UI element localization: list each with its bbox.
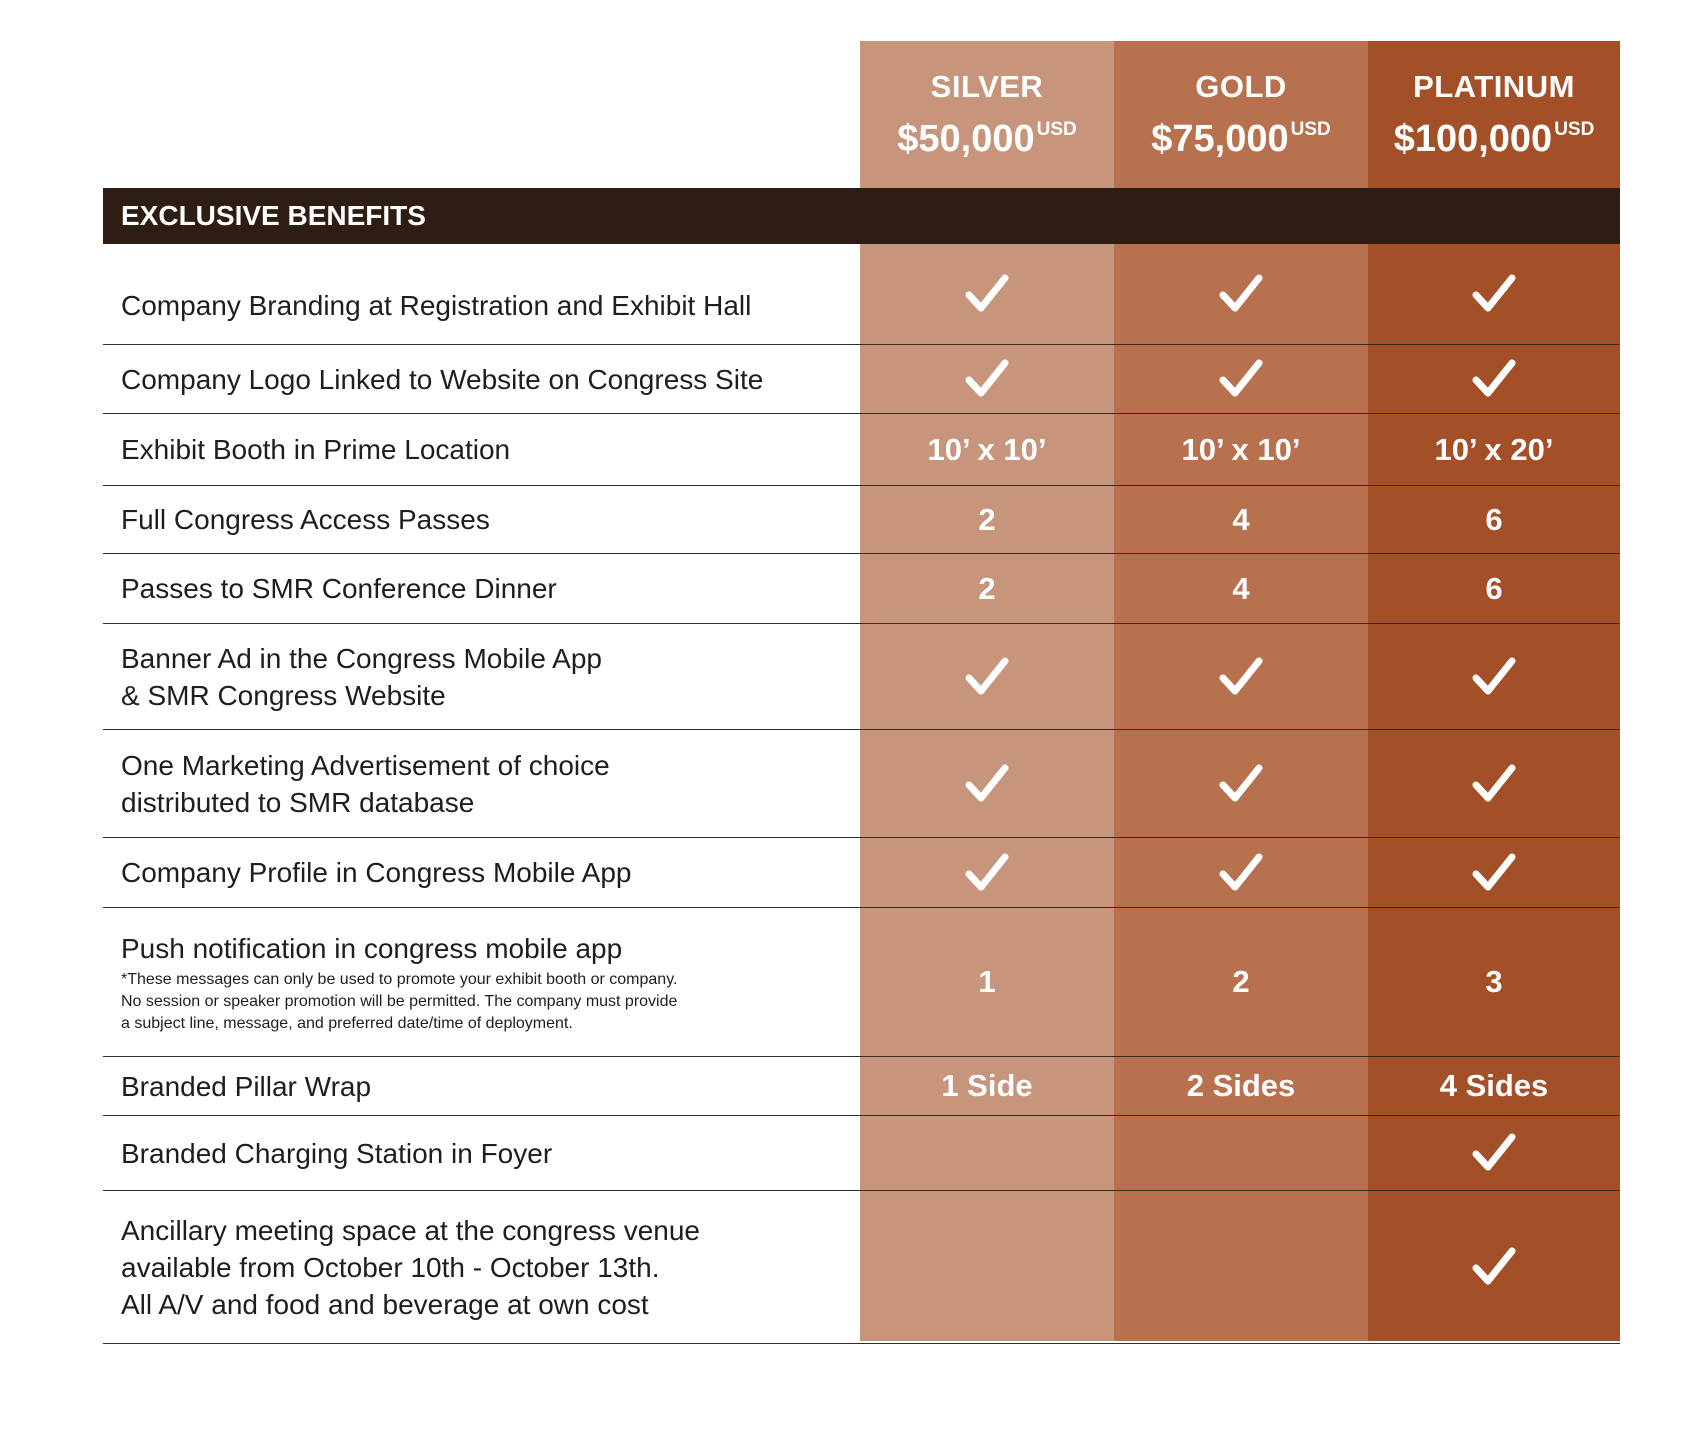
tier-name: SILVER bbox=[930, 69, 1044, 104]
check-icon bbox=[964, 358, 1010, 400]
check-icon bbox=[1218, 852, 1264, 894]
check-icon bbox=[1218, 358, 1264, 400]
benefit-value bbox=[860, 1116, 1114, 1190]
silver-tier-header bbox=[860, 41, 1114, 188]
tier-name: PLATINUM bbox=[1413, 69, 1575, 104]
benefit-label: Push notification in congress mobile app *These messages can only be used to promote your exhibit booth or company. No session or speaker promotion will be permitted. The company must provide a subject line, message, and preferred date/time of deployment. bbox=[103, 908, 860, 1056]
benefit-label: One Marketing Advertisement of choice distributed to SMR database bbox=[121, 749, 610, 818]
benefit-value: 4 Sides bbox=[1439, 1068, 1549, 1103]
benefit-row bbox=[103, 730, 1620, 838]
benefit-value bbox=[1368, 730, 1620, 837]
benefit-label: Branded Pillar Wrap bbox=[121, 1070, 372, 1102]
benefit-value: 4 bbox=[1232, 501, 1250, 537]
check-icon bbox=[1471, 1132, 1517, 1174]
check-icon bbox=[964, 763, 1010, 805]
benefit-value bbox=[1368, 345, 1620, 413]
benefit-row bbox=[103, 1057, 1620, 1116]
benefit-row bbox=[103, 345, 1620, 414]
benefit-label: Company Branding at Registration and Exhibit Hall bbox=[121, 289, 752, 321]
benefit-value: 1 bbox=[978, 964, 996, 999]
benefit-value: 4 bbox=[1232, 570, 1250, 606]
benefit-row bbox=[103, 1116, 1620, 1191]
benefit-row bbox=[103, 838, 1620, 908]
benefit-label: Full Congress Access Passes bbox=[121, 504, 490, 535]
check-icon bbox=[964, 273, 1010, 315]
benefit-label: Passes to SMR Conference Dinner bbox=[121, 573, 557, 604]
tier-price: $50,000 bbox=[897, 118, 1035, 160]
benefit-value bbox=[1114, 624, 1368, 729]
benefit-value bbox=[1368, 244, 1620, 344]
benefit-value: 6 bbox=[1485, 501, 1503, 537]
benefit-value bbox=[1368, 624, 1620, 729]
benefit-row bbox=[103, 908, 1620, 1057]
benefit-label: Company Profile in Congress Mobile App bbox=[121, 857, 632, 888]
benefit-row bbox=[103, 414, 1620, 486]
check-icon bbox=[1471, 358, 1517, 400]
check-icon bbox=[1218, 763, 1264, 805]
gold-tier-header bbox=[1114, 41, 1368, 188]
tier-currency: USD bbox=[1554, 119, 1595, 140]
benefit-value bbox=[1114, 730, 1368, 837]
benefit-value: 10’ x 10’ bbox=[927, 431, 1047, 467]
benefit-value bbox=[1368, 838, 1620, 907]
check-icon bbox=[1471, 273, 1517, 315]
benefit-row bbox=[103, 1191, 1620, 1344]
benefit-value bbox=[1114, 244, 1368, 344]
benefit-row bbox=[103, 486, 1620, 554]
check-icon bbox=[1471, 1246, 1517, 1288]
benefit-row bbox=[103, 554, 1620, 624]
benefit-row bbox=[103, 244, 1620, 345]
check-icon bbox=[1471, 852, 1517, 894]
benefit-label: Ancillary meeting space at the congress venue available from October 10th - October 13th. All A/V and food and beverage at own cost bbox=[121, 1214, 700, 1320]
check-icon bbox=[1218, 656, 1264, 698]
tier-currency: USD bbox=[1036, 119, 1077, 140]
check-icon bbox=[1471, 763, 1517, 805]
check-icon bbox=[1471, 656, 1517, 698]
check-icon bbox=[1218, 273, 1264, 315]
benefit-value bbox=[1114, 1191, 1368, 1343]
benefit-value bbox=[860, 730, 1114, 837]
benefit-value: 10’ x 20’ bbox=[1434, 431, 1554, 467]
benefits-table bbox=[103, 244, 1620, 1344]
check-icon bbox=[964, 852, 1010, 894]
tier-price: $75,000 bbox=[1151, 118, 1289, 160]
benefit-value: 3 bbox=[1485, 964, 1503, 999]
benefit-value: 2 Sides bbox=[1186, 1068, 1296, 1103]
benefit-value: 2 bbox=[978, 570, 996, 606]
benefit-value bbox=[860, 1191, 1114, 1343]
benefit-value bbox=[1368, 1116, 1620, 1190]
benefit-value bbox=[1114, 838, 1368, 907]
benefit-note: a subject line, message, and preferred date/time of deployment. bbox=[121, 1014, 573, 1032]
benefit-value bbox=[860, 244, 1114, 344]
check-icon bbox=[964, 656, 1010, 698]
benefit-value bbox=[860, 838, 1114, 907]
benefit-note: No session or speaker promotion will be permitted. The company must provide bbox=[121, 992, 678, 1010]
benefit-value: 2 bbox=[1232, 964, 1250, 999]
benefit-value: 10’ x 10’ bbox=[1181, 431, 1301, 467]
section-title: EXCLUSIVE BENEFITS bbox=[121, 200, 426, 231]
tier-currency: USD bbox=[1290, 119, 1331, 140]
benefit-value bbox=[1368, 1191, 1620, 1343]
section-title-bar bbox=[103, 188, 1620, 244]
benefit-value bbox=[1114, 1116, 1368, 1190]
tier-name: GOLD bbox=[1195, 69, 1287, 104]
benefit-label: Branded Charging Station in Foyer bbox=[121, 1137, 553, 1169]
benefit-label: Exhibit Booth in Prime Location bbox=[121, 434, 511, 465]
tier-price: $100,000 bbox=[1393, 118, 1553, 160]
benefit-value bbox=[860, 345, 1114, 413]
benefit-value bbox=[860, 624, 1114, 729]
benefit-note: *These messages can only be used to promote your exhibit booth or company. bbox=[121, 970, 678, 988]
benefit-value bbox=[1114, 345, 1368, 413]
benefit-row bbox=[103, 624, 1620, 730]
platinum-tier-header bbox=[1368, 41, 1620, 188]
benefit-value: 6 bbox=[1485, 570, 1503, 606]
benefit-label: Company Logo Linked to Website on Congress Site bbox=[121, 363, 764, 395]
benefit-value: 1 Side bbox=[941, 1068, 1033, 1103]
benefit-value: 2 bbox=[978, 501, 996, 537]
benefit-label: Banner Ad in the Congress Mobile App & SMR Congress Website bbox=[121, 642, 602, 711]
